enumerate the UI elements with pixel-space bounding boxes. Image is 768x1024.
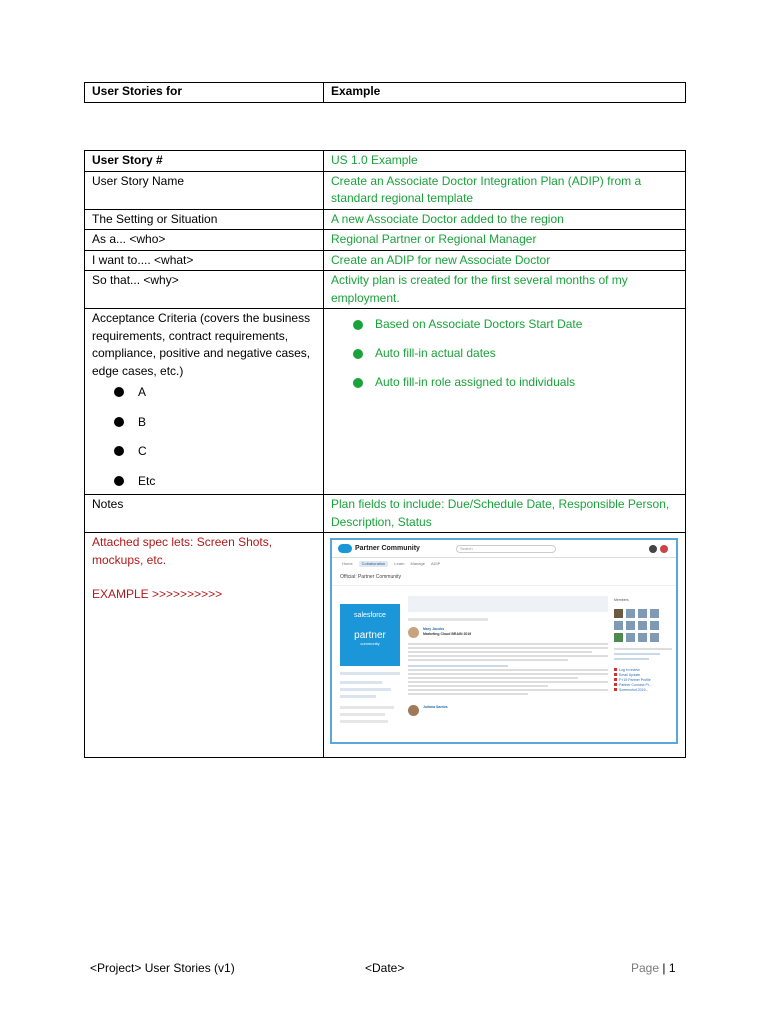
footer-page-separator: | bbox=[659, 961, 669, 975]
screenshot-tab: Collaboration bbox=[359, 561, 389, 567]
bullet-icon bbox=[114, 417, 124, 427]
story-number-value: US 1.0 Example bbox=[324, 151, 686, 172]
screenshot-tab: ADIP bbox=[430, 560, 441, 566]
who-label: As a... <who> bbox=[85, 230, 324, 251]
who-value: Regional Partner or Regional Manager bbox=[324, 230, 686, 251]
list-item: Based on Associate Doctors Start Date bbox=[331, 316, 678, 345]
list-item: A bbox=[92, 384, 316, 414]
partner-community-screenshot bbox=[330, 538, 678, 744]
bullet-icon bbox=[353, 378, 363, 388]
what-label: I want to.... <what> bbox=[85, 250, 324, 271]
screenshot-tab: Home bbox=[342, 560, 353, 566]
screenshot-left-column bbox=[340, 672, 400, 723]
example-label: EXAMPLE >>>>>>>>>> bbox=[92, 587, 223, 601]
footer-project: <Project> User Stories (v1) bbox=[90, 961, 235, 975]
bullet-icon bbox=[353, 320, 363, 330]
screenshot-avatars bbox=[649, 545, 668, 553]
avatar bbox=[408, 705, 419, 716]
notes-label: Notes bbox=[85, 495, 324, 533]
feed-banner bbox=[408, 596, 608, 612]
what-value: Create an ADIP for new Associate Doctor bbox=[324, 250, 686, 271]
bullet-icon bbox=[353, 349, 363, 359]
list-item: C bbox=[92, 443, 316, 473]
setting-value: A new Associate Doctor added to the region bbox=[324, 209, 686, 230]
why-label: So that... <why> bbox=[85, 271, 324, 309]
user-story-table bbox=[84, 150, 686, 758]
avatar bbox=[660, 545, 668, 553]
header-value: Example bbox=[324, 83, 686, 103]
screenshot-search: Search bbox=[456, 545, 556, 553]
avatar bbox=[408, 627, 419, 638]
screenshot-tab: Manage bbox=[410, 560, 425, 566]
screenshot-brand: Partner Community bbox=[355, 544, 420, 552]
screenshot-page-title: Official: Partner Community bbox=[332, 569, 676, 586]
screenshot-nav bbox=[332, 558, 676, 569]
screenshot-tab: Learn bbox=[394, 560, 405, 566]
screenshot-file-links: Log in review Email Update FY19 Partner Profile Partner Connect Pr... Screenshot 2019... bbox=[614, 668, 672, 693]
footer-page-label: Page bbox=[631, 961, 660, 975]
feed-post: Mary Jacobs Marketing Cloud BRAIN 2019 bbox=[408, 627, 608, 695]
footer-page bbox=[631, 961, 676, 975]
notes-value: Plan fields to include: Due/Schedule Date, Responsible Person, Description, Status bbox=[324, 495, 686, 533]
list-item: Auto fill-in role assigned to individuals bbox=[331, 374, 678, 403]
screenshot-cell bbox=[324, 533, 686, 758]
list-item: B bbox=[92, 414, 316, 444]
screenshot-right-column: Members Log in review Email Update FY19 Partner Profile Partner Connect Pr... Screenshot 2019... bbox=[614, 598, 672, 693]
acceptance-label: Acceptance Criteria (covers the business requirements, contract requirements, compliance, positive and negative cases, edge cases, etc.) bbox=[92, 311, 311, 378]
why-value: Activity plan is created for the first several months of my employment. bbox=[324, 271, 686, 309]
acceptance-values-cell bbox=[324, 309, 686, 495]
member-grid bbox=[614, 609, 672, 642]
help-icon bbox=[649, 545, 657, 553]
footer-page-number: 1 bbox=[668, 961, 676, 975]
story-name-value: Create an Associate Doctor Integration Plan (ADIP) from a standard regional template bbox=[324, 171, 686, 209]
list-item: Etc bbox=[92, 473, 316, 493]
bullet-icon bbox=[114, 476, 124, 486]
list-item: Auto fill-in actual dates bbox=[331, 345, 678, 374]
story-name-label: User Story Name bbox=[85, 171, 324, 209]
acceptance-values-list bbox=[331, 316, 678, 403]
screenshot-feed bbox=[408, 596, 608, 716]
acceptance-list bbox=[92, 384, 316, 493]
header-table bbox=[84, 82, 686, 103]
attached-label: Attached spec lets: Screen Shots, mockups, etc. bbox=[92, 535, 273, 567]
story-number-label: User Story # bbox=[85, 151, 324, 172]
header-label: User Stories for bbox=[85, 83, 324, 103]
salesforce-cloud-icon bbox=[338, 544, 352, 553]
attached-cell bbox=[85, 533, 324, 758]
bullet-icon bbox=[114, 387, 124, 397]
screenshot-topbar bbox=[332, 540, 676, 558]
bullet-icon bbox=[114, 446, 124, 456]
feed-post: Juliana Santos bbox=[408, 705, 608, 710]
setting-label: The Setting or Situation bbox=[85, 209, 324, 230]
partner-community-logo: salesforce partner community bbox=[340, 604, 400, 666]
acceptance-cell bbox=[85, 309, 324, 495]
footer-date: <Date> bbox=[365, 961, 405, 975]
